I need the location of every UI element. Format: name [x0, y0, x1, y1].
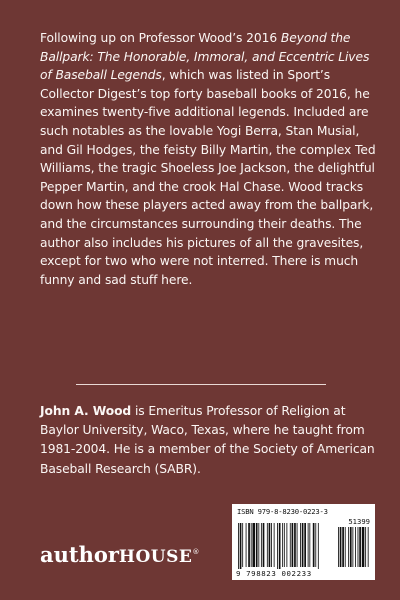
barcode-number: 9 798823 002233: [236, 569, 312, 578]
book-description: [40, 29, 376, 289]
logo-part-author: author: [40, 542, 119, 567]
bio-text: is Emeritus Professor of Religion at Baylor University, Waco, Texas, where he taught from 1981-2004. He is a member of the Society of American Baseball Research (SABR).: [40, 404, 375, 476]
description-paragraph: [40, 29, 376, 289]
description-body: , which was listed in Sport’s Collector Digest’s top forty baseball books of 2016, he examines twenty-five additional legends. Included are such notables as the lovable Yogi Berra, Stan Musial, and Gil Hodges, the feisty Billy Martin, the complex Ted Williams, the tragic Shoeless Joe Jackson, the delightful Pepper Martin, and the crook Hal Chase. Wood tracks down how these players acted away from the ballpark, and the circumstances surrounding their deaths. The author also includes his pictures of all the gravesites, except for two who were not interred. There is much funny and sad stuff here.: [40, 68, 376, 287]
isbn-barcode: [232, 504, 375, 580]
price-code: 51399: [348, 517, 370, 526]
section-divider: [76, 384, 326, 385]
bio-paragraph: [40, 402, 376, 479]
publisher-logo: [40, 540, 199, 569]
logo-part-house: HOUSE: [118, 547, 193, 567]
isbn-label: ISBN 979-8-8230-0223-3: [237, 507, 328, 516]
registered-mark: ®: [192, 548, 200, 556]
barcode-bars: [236, 517, 371, 569]
description-intro: Following up on Professor Wood’s 2016: [40, 31, 281, 45]
author-name: John A. Wood: [40, 404, 132, 418]
author-bio: [40, 402, 376, 479]
previous-book-title: Beyond the Ballpark: The Honorable, Immoral, and Eccentric Lives of Baseball Legends: [40, 31, 370, 83]
